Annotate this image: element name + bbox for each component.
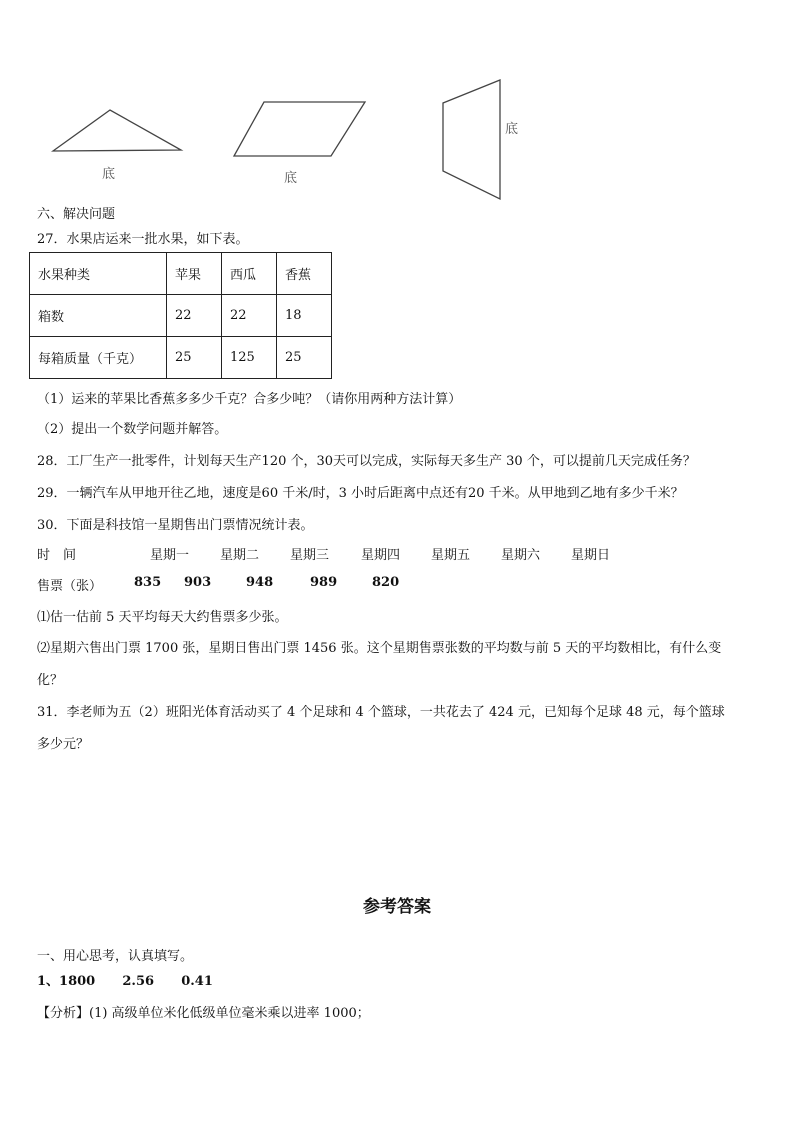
day-label: 星期六 <box>501 548 541 563</box>
answers-section-1: 一、用心思考，认真填写。 <box>37 949 194 964</box>
question-31-line2: 多少元？ <box>37 737 90 752</box>
table-row <box>30 253 332 295</box>
question-31-line1: 31．李老师为五（2）班阳光体育活动买了 4 个足球和 4 个篮球，一共花去了 424 元，已知每个足球 48 元，每个篮球 <box>37 705 725 720</box>
ticket-count: 835 <box>134 575 162 590</box>
tickets-label: 售票（张） <box>37 579 103 594</box>
day-label: 星期四 <box>361 548 401 563</box>
figures-area <box>0 60 794 210</box>
question-30-sub2-line1: ⑵星期六售出门票 1700 张，星期日售出门票 1456 张。这个星期售票张数的平均数与前 5 天的平均数相比，有什么变 <box>37 641 722 656</box>
ticket-count: 820 <box>372 575 400 590</box>
question-27: 27．水果店运来一批水果，如下表。 <box>37 232 249 247</box>
table-cell: 水果种类 <box>30 253 167 295</box>
day-label: 星期日 <box>571 548 611 563</box>
fruit-table <box>29 252 332 379</box>
table-cell: 125 <box>222 337 277 379</box>
day-label: 星期二 <box>220 548 260 563</box>
ticket-count: 989 <box>310 575 338 590</box>
triangle-base-label: 底 <box>102 167 116 182</box>
table-cell: 箱数 <box>30 295 167 337</box>
section-6-title: 六、解决问题 <box>37 207 116 222</box>
table-cell: 18 <box>277 295 332 337</box>
question-30-sub2-line2: 化？ <box>37 673 64 688</box>
table-cell: 25 <box>167 337 222 379</box>
answers-title: 参考答案 <box>363 897 431 917</box>
table-row <box>30 337 332 379</box>
triangle-shape <box>53 110 181 151</box>
question-28: 28．工厂生产一批零件，计划每天生产120 个，30天可以完成，实际每天多生产 30 个，可以提前几天完成任务？ <box>37 454 696 469</box>
question-30: 30．下面是科技馆一星期售出门票情况统计表。 <box>37 518 314 533</box>
question-29: 29．一辆汽车从甲地开往乙地，速度是60 千米/时，3 小时后距离中点还有20 千米。从甲地到乙地有多少千米？ <box>37 486 684 501</box>
table-cell: 每箱质量（千克） <box>30 337 167 379</box>
day-label: 星期一 <box>150 548 190 563</box>
table-cell: 香蕉 <box>277 253 332 295</box>
answer-analysis: 【分析】(1) 高级单位米化低级单位毫米乘以进率 1000； <box>37 1006 370 1021</box>
parallelogram-base-label: 底 <box>284 171 298 186</box>
answer-1: 1、1800 2.56 0.41 <box>37 974 213 989</box>
day-label: 星期五 <box>431 548 471 563</box>
parallelogram-shape <box>234 102 365 156</box>
shapes-svg <box>0 60 794 210</box>
question-27-sub2: （2）提出一个数学问题并解答。 <box>37 422 228 437</box>
time-label: 时 间 <box>37 548 77 563</box>
trapezoid-base-label: 底 <box>505 122 519 137</box>
table-row <box>30 295 332 337</box>
table-cell: 22 <box>167 295 222 337</box>
table-cell: 22 <box>222 295 277 337</box>
ticket-count: 948 <box>246 575 274 590</box>
table-cell: 25 <box>277 337 332 379</box>
question-30-sub1: ⑴估一估前 5 天平均每天大约售票多少张。 <box>37 610 288 625</box>
ticket-count: 903 <box>184 575 212 590</box>
table-cell: 西瓜 <box>222 253 277 295</box>
trapezoid-shape <box>443 80 500 199</box>
day-label: 星期三 <box>290 548 330 563</box>
table-cell: 苹果 <box>167 253 222 295</box>
question-27-sub1: （1）运来的苹果比香蕉多多少千克？合多少吨？（请你用两种方法计算） <box>37 392 462 407</box>
